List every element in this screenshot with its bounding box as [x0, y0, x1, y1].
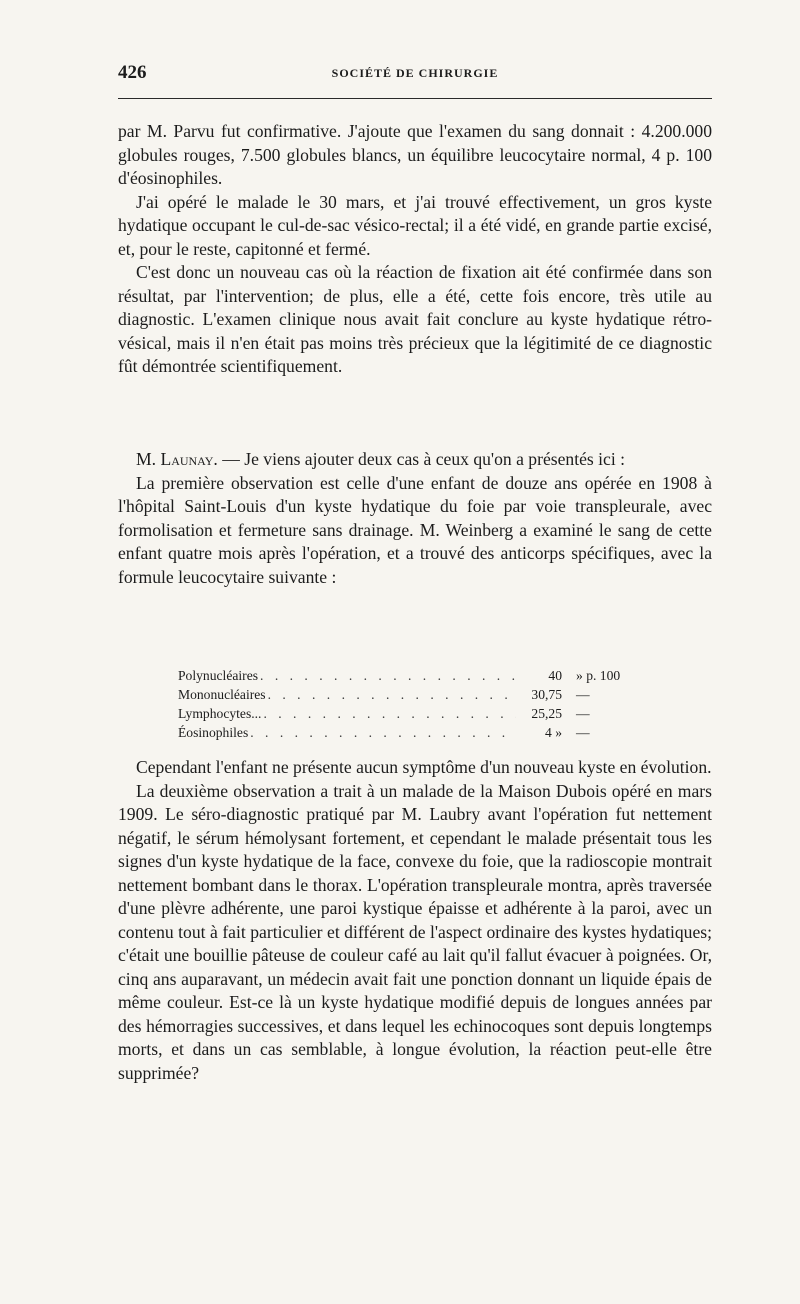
paragraph-no-symptom: Cependant l'enfant ne présente aucun symptôme d'un nouveau kyste en évolution.	[136, 757, 712, 777]
paragraph-launay-intro	[118, 448, 712, 472]
row-unit: —	[576, 725, 590, 740]
row-value: 4 »	[545, 725, 562, 740]
row-label: Éosinophiles	[178, 725, 249, 740]
leader-dots	[250, 723, 516, 742]
speaker-name: M. Launay.	[136, 449, 218, 469]
row-label: Polynucléaires	[178, 668, 259, 683]
paragraph-operation: J'ai opéré le malade le 30 mars, et j'ai trouvé effectivement, un gros kyste hydatique occupant le cul-de-sac vésico-rectal; il a été vidé, en grande partie excisé, et, pour le reste, capitonné et fermé.	[118, 191, 712, 259]
row-unit: —	[576, 687, 590, 702]
paragraph-conclusion: C'est donc un nouveau cas où la réaction de fixation ait été confirmée dans son résultat, par l'intervention; de plus, elle a été, cette fois encore, très utile au diagnostic. L'examen clinique nous avait fait conclure au kyste hydatique rétro-vésical, mais il n'en était pas moins très précieux que la légitimité de ce diagnostic fût démontrée scientifiquement.	[118, 262, 712, 376]
paragraph-first-observation: La première observation est celle d'une enfant de douze ans opérée en 1908 à l'hôpital Saint-Louis d'un kyste hydatique du foie par voie transpleurale, avec formolisation et fermeture sans drainage. M. Weinberg a examiné le sang de cette enfant quatre mois après l'opération, et a trouvé des anticorps spécifiques, avec la formule leucocytaire suivante :	[118, 472, 712, 587]
leader-dots	[260, 666, 516, 685]
page-number: 426	[118, 62, 147, 83]
book-page	[118, 58, 712, 1083]
leucocyte-formula-table	[178, 666, 648, 742]
text-block-top	[118, 120, 712, 379]
table-row	[178, 723, 648, 742]
row-unit: » p. 100	[576, 668, 621, 683]
paragraph-second-observation: La deuxième observation a trait à un malade de la Maison Dubois opéré en mars 1909. Le séro-diagnostic pratiqué par M. Laubry avant l'opération fut nettement négatif, le sérum hémolysant fortement, et cependant le malade présentait tous les signes d'un kyste hydatique de la face, convexe du foie, que la radioscopie montrait nettement bombant dans le thorax. L'opération transpleurale montra, après traversée d'une plèvre adhérente, une paroi kystique épaisse et adhérente à la paroi, avec un contenu tout à fait particulier et différent de l'aspect ordinaire des kystes hydatiques; c'était une bouillie pâteuse de couleur café au lait qu'il fallut évacuer à poignées. Or, cinq ans auparavant, un médecin avait fait une ponction donnant un liquide épais de même couleur. Est-ce là un kyste hydatique modifié depuis de longues années par des hémorragies successives, et dans lequel les echinocoques sont depuis longtemps morts, et dans un cas semblable, à longue évolution, la réaction peut-elle être supprimée?	[118, 780, 712, 1083]
row-label: Lymphocytes...	[178, 706, 262, 721]
launay-intro-text: — Je viens ajouter deux cas à ceux qu'on a présentés ici :	[217, 449, 626, 469]
row-unit: —	[576, 706, 590, 721]
row-value: 30,75	[531, 687, 562, 702]
paragraph-continuation: par M. Parvu fut confirmative. J'ajoute que l'examen du sang donnait : 4.200.000 globules rouges, 7.500 globules blancs, un équilibre leucocytaire normal, 4 p. 100 d'éosinophiles.	[118, 121, 712, 188]
text-block-bottom	[118, 756, 712, 1085]
text-block-launay	[118, 448, 712, 589]
table-row	[178, 666, 648, 685]
table-row	[178, 704, 648, 723]
leader-dots	[263, 704, 516, 723]
row-label: Mononucléaires	[178, 687, 266, 702]
page-header	[118, 58, 712, 86]
table-row	[178, 685, 648, 704]
row-value: 40	[548, 668, 562, 683]
leader-dots	[268, 685, 516, 704]
row-value: 25,25	[531, 706, 562, 721]
header-rule	[118, 98, 712, 99]
running-title: SOCIÉTÉ DE CHIRURGIE	[331, 66, 499, 80]
